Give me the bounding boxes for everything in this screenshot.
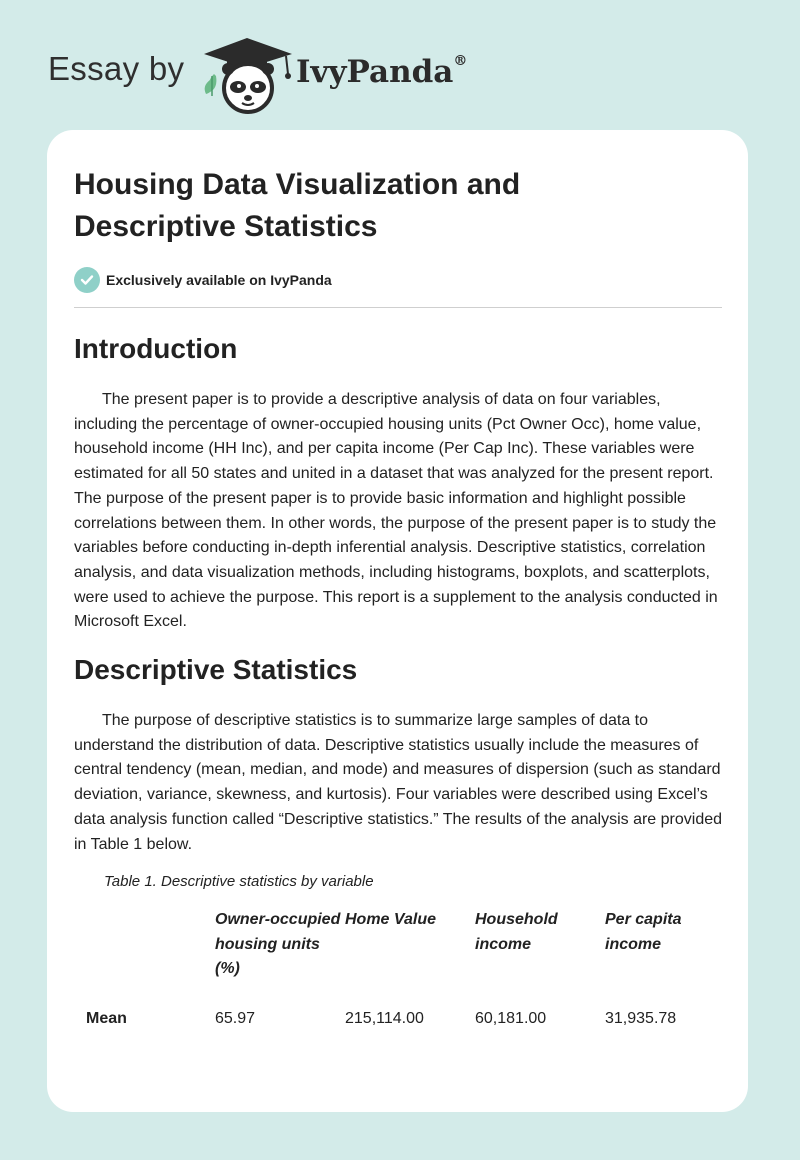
heading-introduction: Introduction bbox=[74, 333, 238, 364]
divider bbox=[74, 307, 722, 308]
table-cell: 31,935.78 bbox=[605, 1009, 677, 1027]
table-caption: Table 1. Descriptive statistics by variable bbox=[104, 873, 374, 891]
table-row bbox=[74, 999, 722, 1031]
table-row-label: Mean bbox=[86, 1009, 127, 1027]
paragraph-descriptive-statistics: The purpose of descriptive statistics is to summarize large samples of data to understand the distribution of data. Descriptive statistics usually include the measures of central tendency (mean, median, and mode) and measures of dispersion (such as standard deviation, variance, skewness, and kurtosis). Four variables were described using Excel’s data analysis function called “Descriptive statistics.” The results of the analysis are provided in Table 1 below. bbox=[74, 712, 723, 853]
table-cell: 60,181.00 bbox=[475, 1009, 547, 1027]
heading-descriptive-statistics: Descriptive Statistics bbox=[74, 654, 358, 686]
exclusive-badge bbox=[74, 266, 722, 294]
site-header bbox=[0, 0, 800, 130]
table-header-cell: Household income bbox=[475, 911, 558, 953]
article-card bbox=[47, 130, 748, 1112]
registered-mark: ® bbox=[453, 52, 468, 69]
title-line-2: Descriptive Statistics bbox=[74, 210, 378, 243]
essay-by-label: Essay by bbox=[48, 50, 185, 87]
descriptive-statistics-table bbox=[74, 898, 722, 1031]
brand-logo-text[interactable] bbox=[296, 54, 467, 90]
table-header-cell: Home Value bbox=[345, 911, 436, 929]
table-cell: 65.97 bbox=[215, 1009, 256, 1027]
panda-graduate-icon[interactable] bbox=[200, 36, 295, 114]
table-header-cell bbox=[74, 898, 215, 999]
article-title bbox=[74, 164, 722, 248]
check-circle-icon bbox=[74, 267, 100, 293]
table-header-row bbox=[74, 898, 722, 999]
title-line-1: Housing Data Visualization and bbox=[74, 168, 521, 201]
exclusive-text: Exclusively available on IvyPanda bbox=[106, 272, 332, 288]
table-cell: 215,114.00 bbox=[345, 1009, 424, 1027]
brand-name: IvyPanda bbox=[296, 54, 454, 90]
article-content bbox=[74, 164, 722, 1031]
paragraph-introduction: The present paper is to provide a descriptive analysis of data on four variables, including the percentage of owner-occupied housing units (Pct Owner Occ), home value, household income (HH Inc), and per capita income (Per Cap Inc). These variables were estimated for all 50 states and united in a dataset that was analyzed for the present report. The purpose of the present paper is to provide basic information and highlight possible correlations between them. In other words, the purpose of the present paper is to study the variables before conducting in-depth inferential analysis. Descriptive statistics, correlation analysis, and data visualization methods, including histograms, boxplots, and scatterplots, were used to achieve the purpose. This report is a supplement to the analysis conducted in Microsoft Excel. bbox=[74, 391, 718, 631]
table-header-cell: Per capita income bbox=[605, 911, 682, 953]
table-header-cell: Owner-occupied housing units (%) bbox=[215, 911, 341, 978]
